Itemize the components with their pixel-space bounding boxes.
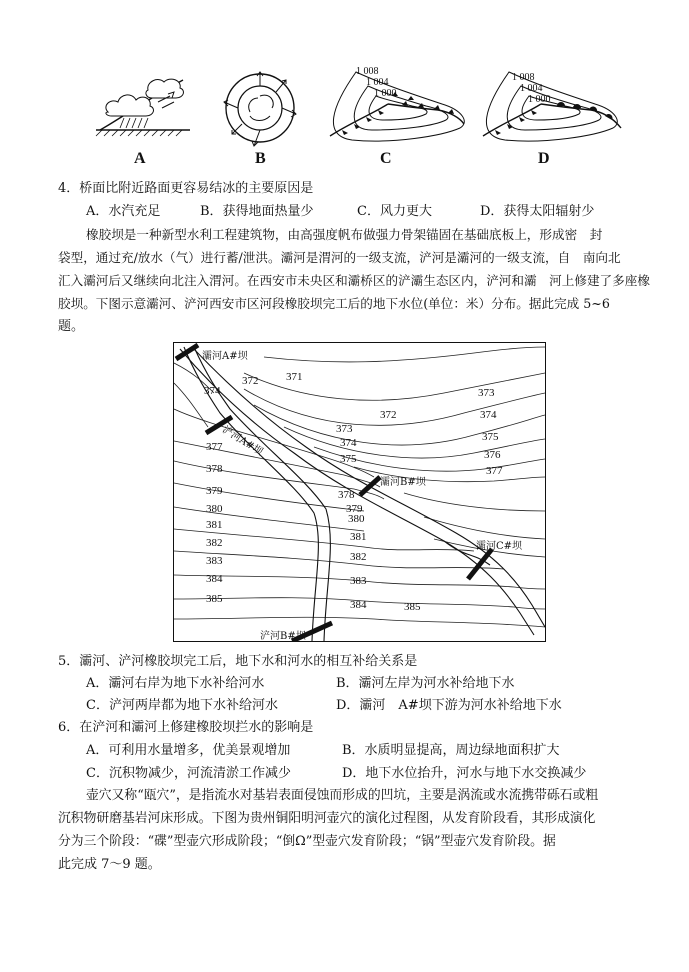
contour-label: 376	[484, 449, 501, 461]
contour-label: 379	[346, 503, 363, 515]
contour-label: 378	[206, 463, 223, 475]
dam-label-ba-a: 灞河A#坝	[202, 351, 248, 362]
contour-label: 385	[206, 593, 223, 605]
figure-a-diagram	[88, 72, 198, 142]
q5-option-c: C．浐河两岸都为地下水补给河水	[86, 698, 278, 713]
isobar-c-1000: 1 000	[374, 88, 397, 99]
q4-option-c: C．风力更大	[357, 204, 432, 219]
q4-option-a: A．水汽充足	[86, 204, 161, 219]
dam-label-chan-b: 浐河B#坝	[260, 631, 306, 642]
q5-option-a: A．灞河右岸为地下水补给河水	[86, 676, 265, 691]
figure-label-b: B	[255, 150, 266, 167]
contour-label: 381	[206, 519, 223, 531]
q6-option-b: B．水质明显提高，周边绿地面积扩大	[342, 743, 560, 758]
contour-label: 377	[486, 465, 503, 477]
contour-label: 372	[242, 375, 259, 387]
contour-label: 374	[340, 437, 357, 449]
contour-label: 374	[204, 385, 221, 397]
dam-label-ba-c: 灞河C#坝	[476, 541, 523, 552]
passage2-line-1: 壶穴又称“瓯穴”，是指流水对基岩表面侵蚀而形成的凹坑，主要是涡流或水流携带砾石或粗	[86, 788, 599, 803]
isobar-c-1008: 1 008	[356, 66, 379, 77]
contour-label: 379	[206, 485, 223, 497]
passage1-line-4: 胶坝。下图示意灞河、浐河西安市区河段橡胶坝完工后的地下水位(单位：米）分布。据此完成 5~6	[58, 296, 610, 311]
q6-option-d: D．地下水位抬升，河水与地下水交换减少	[342, 766, 587, 781]
isobar-d-1000: 1 000	[528, 94, 551, 105]
q5-option-d: D．灞河 A#坝下游为河水补给地下水	[336, 698, 562, 713]
passage1-line-3: 汇入灞河后又继续向北注入渭河。在西安市未央区和灞桥区的浐灞生态区内，浐河和灞 河上修建了多座橡	[58, 273, 650, 288]
contour-label: 381	[350, 531, 367, 543]
q4-option-b: B．获得地面热量少	[200, 204, 314, 219]
contour-label: 374	[480, 409, 497, 421]
contour-label: 385	[404, 601, 421, 613]
isobar-d-1008: 1 008	[512, 72, 535, 83]
q4-stem: 4．桥面比附近路面更容易结冰的主要原因是	[58, 181, 314, 196]
figure-b-diagram	[220, 70, 300, 150]
figure-d-diagram	[475, 66, 635, 150]
groundwater-map	[173, 342, 546, 642]
passage2-line-3: 分为三个阶段：“碟”型壶穴形成阶段；“倒Ω”型壶穴发育阶段；“锅”型壶穴发育阶段。据	[58, 834, 556, 849]
passage1-line-2: 袋型，通过充/放水（气）进行蓄/泄洪。灞河是渭河的一级支流，浐河是灞河的一级支流，自 南向北	[58, 250, 621, 265]
q4-option-d: D．获得太阳辐射少	[480, 204, 595, 219]
contour-label: 384	[350, 599, 367, 611]
contour-label: 372	[380, 409, 397, 421]
isobar-d-1004: 1 004	[520, 83, 543, 94]
contour-label: 375	[482, 431, 499, 443]
q6-option-c: C．沉积物减少，河流清淤工作减少	[86, 766, 291, 781]
contour-label: 383	[350, 575, 367, 587]
q6-option-a: A．可利用水量增多，优美景观增加	[86, 743, 291, 758]
contour-label: 383	[206, 555, 223, 567]
figure-c-diagram	[322, 66, 472, 150]
contour-label: 380	[348, 513, 365, 525]
contour-label: 371	[286, 371, 303, 383]
weather-figures	[0, 0, 689, 175]
passage1-line-5: 题。	[58, 319, 85, 334]
isobar-c-1004: 1 004	[366, 77, 389, 88]
contour-label: 373	[478, 387, 495, 399]
contour-label: 382	[206, 537, 223, 549]
figure-label-d: D	[538, 150, 550, 167]
q6-stem: 6．在浐河和灞河上修建橡胶坝拦水的影响是	[58, 720, 314, 735]
figure-label-c: C	[380, 150, 392, 167]
passage2-line-2: 沉积物研磨基岩河床形成。下图为贵州铜阳明河壶穴的演化过程图，从发育阶段看，其形成演化	[58, 811, 596, 826]
contour-label: 380	[206, 503, 223, 515]
dam-label-ba-b: 灞河B#坝	[380, 477, 426, 488]
dam-label-chan-a: 浐河A#坝	[220, 424, 265, 458]
q5-stem: 5．灞河、浐河橡胶坝完工后，地下水和河水的相互补给关系是	[58, 654, 418, 669]
contour-label: 375	[340, 453, 357, 465]
passage2-line-4: 此完成 7～9 题。	[58, 857, 161, 872]
q5-option-b: B．灞河左岸为河水补给地下水	[336, 676, 515, 691]
contour-label: 378	[338, 489, 355, 501]
contour-label: 377	[206, 441, 223, 453]
contour-label: 373	[336, 423, 353, 435]
passage1-line-1: 橡胶坝是一种新型水利工程建筑物，由高强度帆布做强力骨架锚固在基础底板上，形成密 封	[86, 227, 603, 242]
contour-label: 384	[206, 573, 223, 585]
contour-label: 382	[350, 551, 367, 563]
figure-label-a: A	[134, 150, 146, 167]
